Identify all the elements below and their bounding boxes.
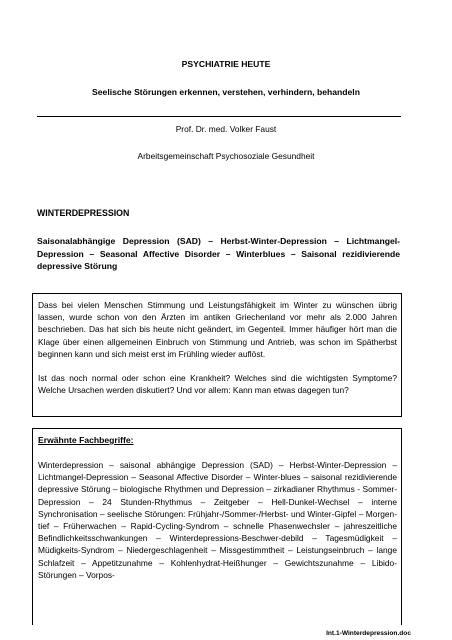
page-title: PSYCHIATRIE HEUTE (181, 59, 271, 69)
footer-filename: Int.1-Winterdepression.doc (326, 630, 411, 637)
terms-text: Winterdepression – saisonal abhängige Depression (SAD) – Herbst-Winter-Depression – Lichtmangel-Depression – Seasonal Affective Disorder – Winter-blues – saisonal rezidivierende depressive Störung – biologische Rhythmen und Depression – zirkadianer Rhythmus - Sommer-Depression – 24 Stunden-Rhythmus – Zeitgeber – Hell-Dunkel-Wechsel – interne Synchronisation – seelische Störungen: Frühjahr-/Sommer-/Herbst- und Winter-Gipfel – Morgen-tief – Früherwachen – Rapid-Cycling-Syndrom – schnelle Phasenwechsler – jahreszeitliche Befindlichkeitsschwankungen – Winterdepressions-Beschwer-debild – Tagesmüdigkeit – Müdigkeits-Syndrom – Niedergeschlagenheit – Missgestimmtheit – Leistungseinbruch – lange Schlafzeit – Appetitzunahme – Kohlenhydrat-Heißhunger – Gewichtszunahme – Libido-Störungen – Vorpos- (38, 460, 397, 580)
header-divider (37, 116, 401, 117)
intro-box (32, 293, 402, 417)
author-name: Prof. Dr. med. Volker Faust (175, 124, 277, 134)
page-subtitle: Seelische Störungen erkennen, verstehen, verhindern, behandeln (92, 87, 360, 97)
terms-box (32, 428, 402, 625)
author-organization: Arbeitsgemeinschaft Psychosoziale Gesundheit (137, 151, 315, 161)
terms-heading: Erwähnte Fachbegriffe: (38, 435, 134, 445)
intro-paragraph-1: Dass bei vielen Menschen Stimmung und Leistungsfähigkeit im Winter zu wünschen übrig lassen, wurde schon von den Ärzten im antiken Griechenland vor mehr als 2.000 Jahren beschrieben. Das hat sich bis heute nicht geändert, im Gegenteil. Immer häufiger hört man die Klage über einen allgemeinen Einbruch von Stimmung und Antrieb, was schon im Spätherbst beginnen kann und sich meist erst im Frühling wieder auflöst. (38, 300, 397, 359)
section-title: WINTERDEPRESSION (37, 208, 130, 218)
section-subtitle: Saisonalabhängige Depression (SAD) – Herbst-Winter-Depression – Lichtmangel-Depression – Seasonal Affective Disorder – Winterblues – Saisonal rezidivierende depressive Störung (37, 236, 400, 271)
intro-paragraph-2: Ist das noch normal oder schon eine Krankheit? Welches sind die wichtigsten Symptome? Welche Ursachen werden diskutiert? Und vor allem: Kann man etwas dagegen tun? (38, 373, 397, 396)
